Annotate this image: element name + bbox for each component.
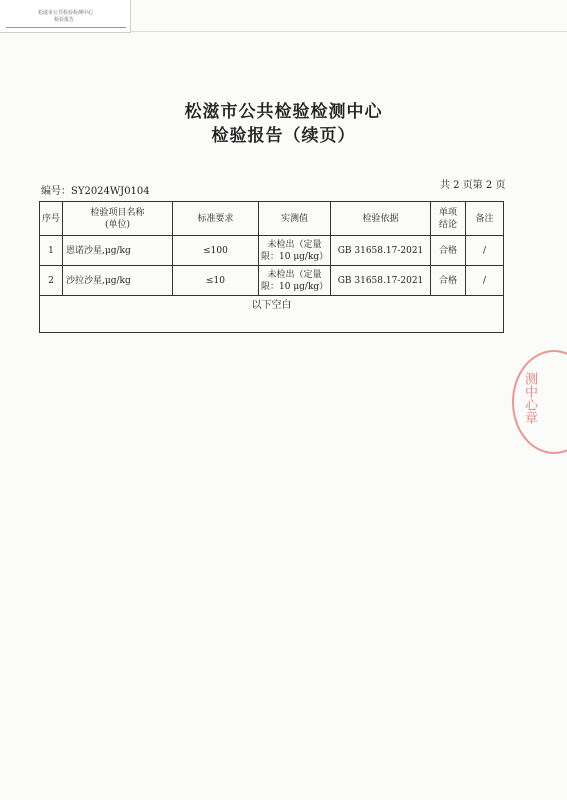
header-conclusion: 单项 结论 — [431, 202, 466, 236]
cell-conclusion: 合格 — [431, 236, 466, 266]
cell-basis: GB 31658.17-2021 — [331, 266, 431, 296]
cell-remark: / — [466, 266, 504, 296]
cell-no: 1 — [40, 236, 63, 266]
table-footer-row — [40, 296, 504, 333]
header-basis: 检验依据 — [331, 202, 431, 236]
cell-no: 2 — [40, 266, 63, 296]
table-row — [40, 266, 504, 296]
cell-item: 沙拉沙星,μg/kg — [63, 266, 173, 296]
report-code: 编号：SY2024WJ0104 — [41, 186, 150, 197]
stub-org-name: 松滋市公共检验检测中心 — [38, 10, 94, 16]
top-divider — [130, 31, 567, 32]
header-item: 检验项目名称 (单位) — [63, 202, 173, 236]
cell-item: 恩诺沙星,μg/kg — [63, 236, 173, 266]
cell-conclusion: 合格 — [431, 266, 466, 296]
header-measured: 实测值 — [259, 202, 331, 236]
cell-measured: 未检出（定量限：10 μg/kg） — [259, 236, 331, 266]
report-title: 松滋市公共检验检测中心 — [184, 102, 383, 122]
table-row — [40, 236, 504, 266]
seal-text: 测中心章 — [522, 372, 537, 424]
stub-report-label: 检验报告 — [54, 17, 75, 23]
cell-remark: / — [466, 236, 504, 266]
table-header-row — [40, 202, 504, 236]
header-no: 序号 — [40, 202, 63, 236]
cell-measured: 未检出（定量限：10 μg/kg） — [259, 266, 331, 296]
cell-standard: ≤100 — [173, 236, 259, 266]
cell-standard: ≤10 — [173, 266, 259, 296]
header-stub — [0, 0, 131, 33]
stub-rule — [6, 27, 126, 28]
blank-below-note: 以下空白 — [40, 296, 504, 333]
header-standard: 标准要求 — [173, 202, 259, 236]
results-table — [39, 201, 504, 333]
cell-basis: GB 31658.17-2021 — [331, 236, 431, 266]
report-subtitle: 检验报告（续页） — [211, 126, 356, 146]
header-remark: 备注 — [466, 202, 504, 236]
page-info: 共 2 页第 2 页 — [440, 180, 506, 191]
